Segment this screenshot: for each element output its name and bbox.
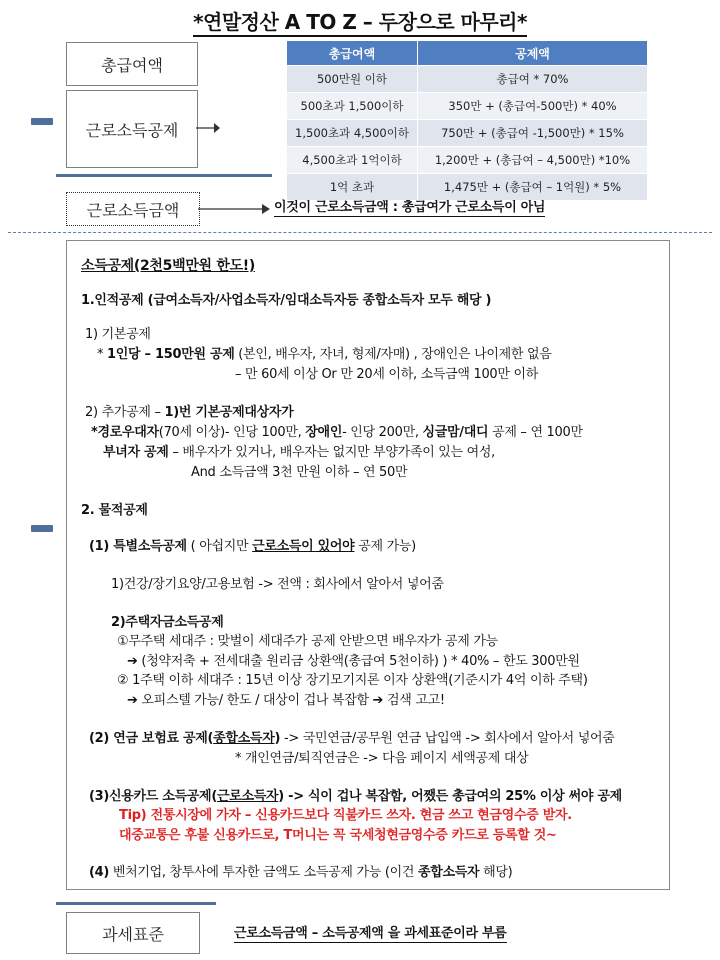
table-header-cell: 공제액 (418, 41, 647, 65)
table-row (287, 120, 647, 146)
table-cell: 1,200만 + (총급여 – 4,500만) *10% (418, 147, 647, 173)
tip-line: 대중교통은 후불 신용카드로, T머니는 꼭 국세청현금영수증 카드로 등록할 것~ (119, 828, 557, 843)
text: 종합소득자 (213, 731, 275, 746)
table-cell: 총급여 * 70% (418, 66, 647, 92)
tip-line: Tip) 전통시장에 가자 – 신용카드보다 직불카드 쓰자. 현금 쓰고 현금영수증 받자. (119, 808, 572, 823)
table-cell: 1,475만 + (총급여 – 1억원) * 5% (418, 174, 647, 200)
basic-deduction-title: 1) 기본공제 (85, 327, 151, 342)
earned-income-note: 이것이 근로소득금액 : 총급여가 근로소득이 아님 (274, 200, 546, 215)
text: *경로우대자 (91, 425, 159, 440)
text: 공제 – 연 100만 (488, 425, 583, 440)
women-deduction-condition: And 소득금액 3천 만원 이하 – 연 50만 (191, 465, 408, 480)
credit-card-deduction-line (89, 785, 622, 804)
text: 근로소득자 (216, 789, 279, 804)
divider-line (56, 174, 272, 177)
pension-note: * 개인연금/퇴직연금은 -> 다음 페이지 세액공제 대상 (235, 751, 529, 766)
text: (3)신용카드 소득공제( (89, 789, 217, 804)
earned-income-amount-label: 근로소득금액 (86, 200, 180, 220)
women-deduction-line (103, 441, 495, 460)
text: * (97, 347, 108, 362)
text: - 인당 200만, (342, 425, 423, 440)
table-cell: 500초과 1,500이하 (287, 93, 417, 119)
tax-base-box (66, 912, 200, 954)
section-marker (31, 525, 53, 532)
page-title-text: *연말정산 A TO Z – 두장으로 마무리* (193, 10, 527, 37)
table-cell: 350만 + (총급여-500만) * 40% (418, 93, 647, 119)
arrow-icon (196, 120, 220, 136)
text: 2) 추가공제 – (85, 405, 165, 420)
text: (2) 연금 보험료 공제( (89, 731, 214, 746)
housing-deduction-line: ② 1주택 이하 세대주 : 15년 이상 장기모기지론 이자 상환액(기준시가 4억 이하 주택) (117, 673, 588, 688)
text: ) (274, 731, 281, 746)
basic-deduction-age-line: – 만 60세 이상 Or 만 20세 이하, 소득금액 100만 이하 (235, 367, 539, 382)
basic-deduction-line (97, 343, 552, 362)
table-cell: 4,500초과 1억이하 (287, 147, 417, 173)
additional-deduction-line (91, 421, 583, 440)
table-row (287, 174, 647, 200)
table-row (287, 147, 647, 173)
tax-base-note: 근로소득금액 – 소득공제액 을 과세표준이라 부름 (234, 926, 507, 941)
text: ( 아쉽지만 (186, 539, 253, 554)
text: 근로소득이 있어야 (252, 539, 355, 554)
text: – 배우자가 있거나, 배우자는 없지만 부양가족이 있는 여성, (168, 445, 495, 460)
dashed-separator (8, 232, 712, 233)
text: 1)번 기본공제대상자가 (164, 405, 294, 420)
table-header-row (287, 41, 647, 65)
table-cell: 500만원 이하 (287, 66, 417, 92)
table-cell: 1억 초과 (287, 174, 417, 200)
text: (70세 이상)- 인당 100만, (158, 425, 306, 440)
page-title (0, 6, 720, 35)
arrow-right-icon (198, 201, 270, 217)
text: 해당) (479, 865, 513, 880)
text: ) -> 식이 겁나 복잡함, 어쨌든 총급여의 25% 이상 써야 공제 (278, 789, 622, 804)
tax-base-label: 과세표준 (102, 924, 164, 944)
table-row (287, 66, 647, 92)
housing-deduction-line: ①무주택 세대주 : 맞벌이 세대주가 공제 안받으면 배우자가 공제 가능 (117, 634, 498, 649)
housing-deduction-title: 2)주택자금소득공제 (111, 615, 224, 630)
special-deduction-title (89, 535, 416, 554)
earned-income-deduction-label: 근로소득공제 (85, 120, 179, 140)
table-cell: 1,500초과 4,500이하 (287, 120, 417, 146)
housing-deduction-line: ➔ (청약저축 + 전세대출 원리금 상환액(총급여 5천이하) ) * 40% – 한도 300만원 (127, 654, 580, 669)
table-row (287, 93, 647, 119)
earned-income-amount-box (66, 192, 200, 226)
insurance-deduction-line: 1)건강/장기요양/고용보험 -> 전액 : 회사에서 알아서 넣어줌 (111, 577, 444, 592)
gross-income-box (66, 42, 198, 86)
personal-deduction-title: 1.인적공제 (급여소득자/사업소득자/임대소득자등 종합소득자 모두 해당 ) (81, 293, 492, 308)
deduction-table (286, 40, 648, 201)
material-deduction-title: 2. 물적공제 (81, 503, 148, 518)
text: 벤처기업, 창투사에 투자한 금액도 소득공제 가능 (이건 (109, 865, 418, 880)
gross-income-label: 총급여액 (101, 55, 163, 75)
section-heading: 소득공제(2천5백만원 한도!) (81, 258, 255, 274)
earned-income-deduction-box (66, 90, 198, 168)
text: 종합소득자 (417, 865, 480, 880)
table-header-cell: 총급여액 (287, 41, 417, 65)
text: 장애인 (305, 425, 343, 440)
text: 공제 가능) (354, 539, 416, 554)
text: 1인당 – 150만원 공제 (107, 347, 235, 362)
income-deduction-box (66, 240, 670, 890)
text: (4) (89, 865, 110, 880)
venture-deduction-line (89, 861, 512, 880)
housing-deduction-line: ➔ 오피스텔 가능/ 한도 / 대상이 겁나 복잡함 ➔ 검색 고고! (127, 693, 445, 708)
table-cell: 750만 + (총급여 -1,500만) * 15% (418, 120, 647, 146)
additional-deduction-title (85, 401, 293, 420)
text: 싱글맘/대디 (422, 425, 489, 440)
pension-deduction-line (89, 727, 615, 746)
text: (본인, 배우자, 자녀, 형제/자매) , 장애인은 나이제한 없음 (234, 347, 552, 362)
text: 부녀자 공제 (103, 445, 169, 460)
divider-line (56, 902, 216, 905)
text: -> 국민연금/공무원 연금 납입액 -> 회사에서 알아서 넣어줌 (280, 731, 615, 746)
text: (1) 특별소득공제 (89, 539, 187, 554)
section-marker (31, 118, 53, 125)
